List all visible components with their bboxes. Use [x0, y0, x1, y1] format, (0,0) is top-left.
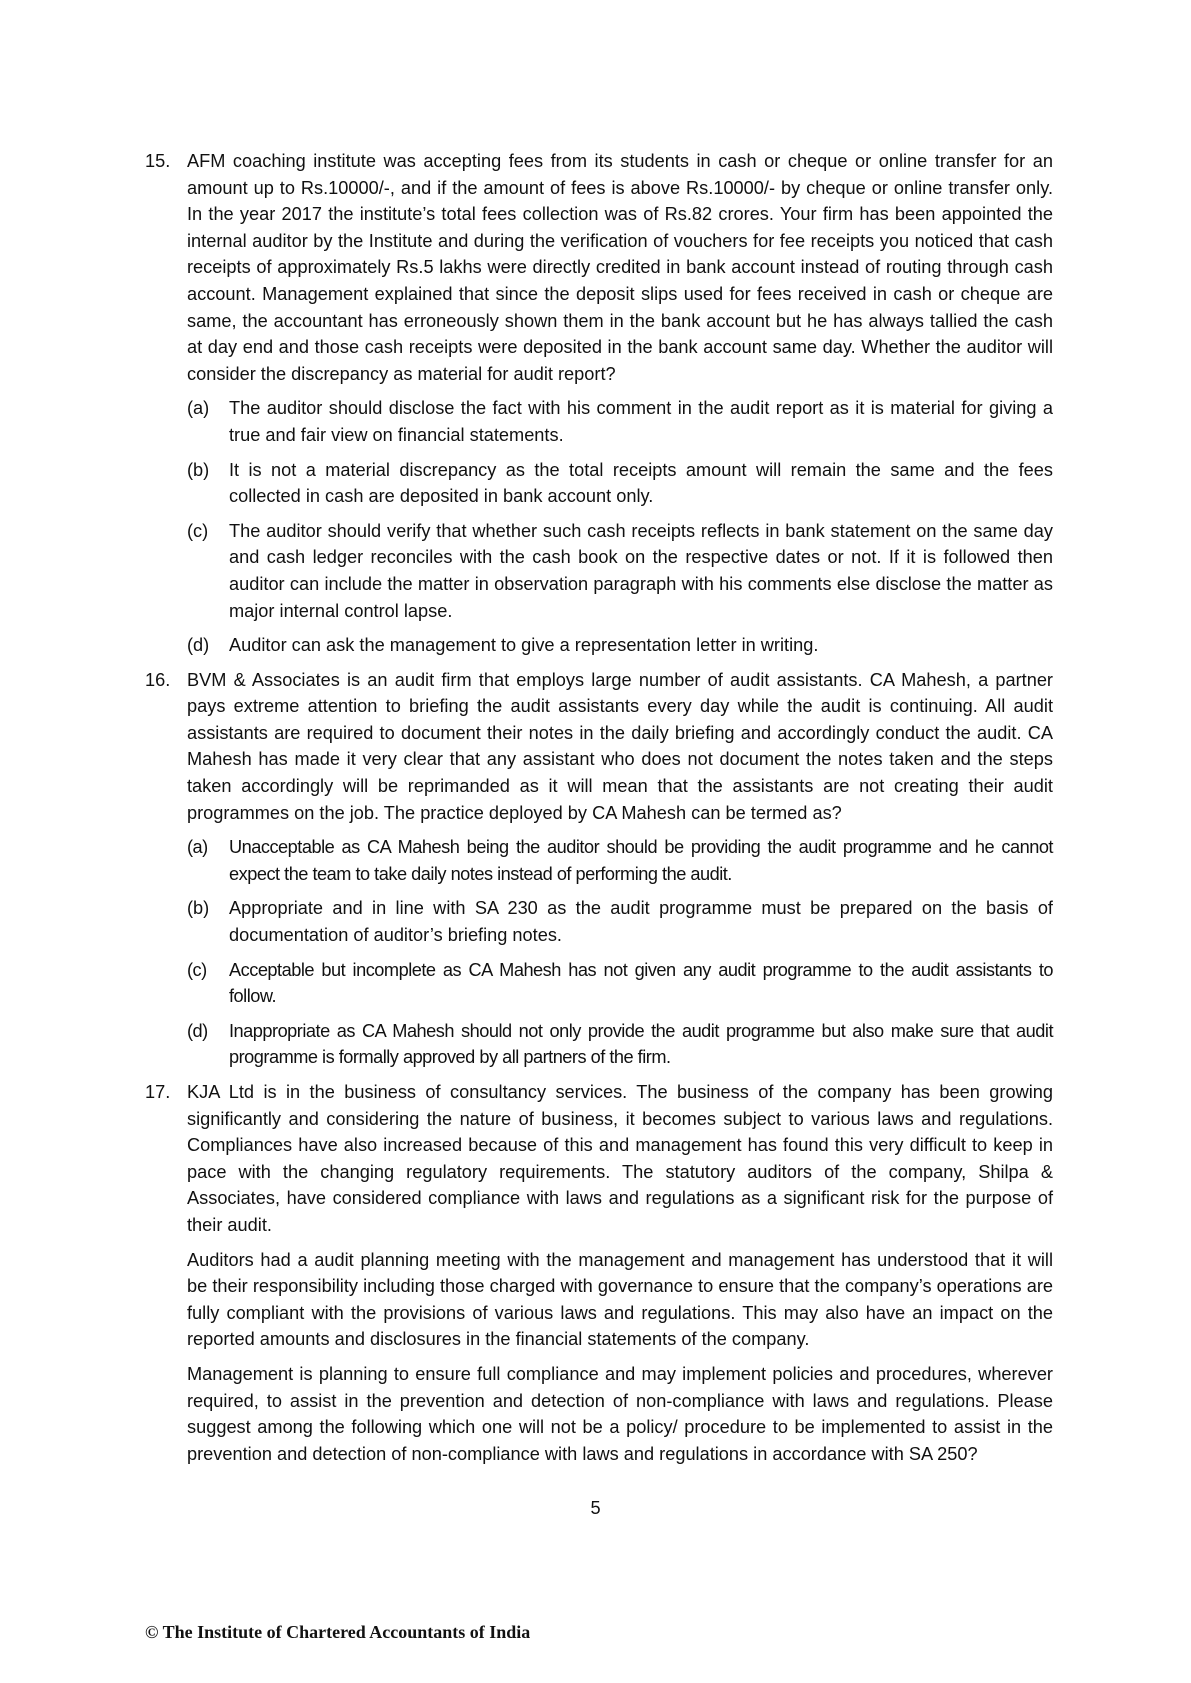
question-15	[145, 148, 1053, 387]
question-number: 17.	[145, 1082, 171, 1102]
option-text: The auditor should disclose the fact with his comment in the audit report as it is material for giving a true and fair view on financial statements.	[229, 398, 1053, 445]
option-label: (d)	[187, 1020, 208, 1041]
option-16b	[187, 895, 1053, 948]
option-15a	[187, 395, 1053, 448]
question-number: 15.	[145, 151, 171, 171]
question-text: Management is planning to ensure full compliance and may implement policies and procedures, wherever required, to assist in the prevention and detection of non-compliance with laws and regulations. Please suggest among the following which one will not be a policy/ procedure to be implemented to assist in the prevention and detection of non-compliance with laws and regulations in accordance with SA 250?	[187, 1363, 1053, 1464]
question-17	[145, 1079, 1053, 1467]
question-number: 16.	[145, 669, 171, 690]
option-text: Unacceptable as CA Mahesh being the auditor should be providing the audit programme and he cannot expect the team to take daily notes instead of performing the audit.	[229, 837, 1053, 884]
option-label: (b)	[187, 459, 210, 480]
option-16a	[187, 834, 1053, 887]
option-label: (a)	[187, 398, 210, 419]
option-15c	[187, 518, 1053, 624]
option-15d	[187, 632, 1053, 659]
option-text: Auditor can ask the management to give a representation letter in writing.	[229, 635, 819, 656]
question-text: AFM coaching institute was accepting fees from its students in cash or cheque or online transfer for an amount up to Rs.10000/-, and if the amount of fees is above Rs.10000/- by cheque or online transfer only. In the year 2017 the institute’s total fees collection was of Rs.82 crores. Your firm has been appointed the internal auditor by the Institute and during the verification of vouchers for fee receipts you noticed that cash receipts of approximately Rs.5 lakhs were directly credited in bank account instead of routing through cash account. Management explained that since the deposit slips used for fees received in cash or cheque are same, the accountant has erroneously shown them in the bank account but he has always tallied the cash at day end and those cash receipts were deposited in the bank account same day. Whether the auditor will consider the discrepancy as material for audit report?	[187, 151, 1053, 384]
copyright-footer: © The Institute of Chartered Accountants of India	[145, 1622, 531, 1642]
option-label: (c)	[187, 959, 207, 980]
question-16	[145, 667, 1053, 827]
option-label: (b)	[187, 898, 210, 919]
document-body	[145, 148, 1053, 1475]
option-text: It is not a material discrepancy as the total receipts amount will remain the same and the fees collected in cash are deposited in bank account only.	[229, 459, 1053, 507]
option-text: The auditor should verify that whether such cash receipts reflects in bank statement on the same day and cash ledger reconciles with the cash book on the respective dates or not. If it is followed then auditor can include the matter in observation paragraph with his comments else disclose the matter as major internal control lapse.	[229, 520, 1053, 621]
question-text: Auditors had a audit planning meeting with the management and management has understood that it will be their responsibility including those charged with governance to ensure that the company’s operations are fully compliant with the provisions of various laws and regulations. This may also have an impact on the reported amounts and disclosures in the financial statements of the company.	[187, 1249, 1053, 1350]
page-number: 5	[590, 1498, 601, 1518]
option-16d	[187, 1018, 1053, 1071]
question-text: BVM & Associates is an audit firm that employs large number of audit assistants. CA Mahesh, a partner pays extreme attention to briefing the audit assistants every day while the audit is continuing. All audit assistants are required to document their notes in the daily briefing and accordingly conduct the audit. CA Mahesh has made it very clear that any assistant who does not document the notes taken and the steps taken accordingly will be reprimanded as it will mean that the assistants are not creating their audit programmes on the job. The practice deployed by CA Mahesh can be termed as?	[187, 669, 1053, 823]
option-text: Acceptable but incomplete as CA Mahesh has not given any audit programme to the audit assistants to follow.	[229, 959, 1053, 1007]
option-text: Inappropriate as CA Mahesh should not only provide the audit programme but also make sure that audit programme is formally approved by all partners of the firm.	[229, 1020, 1053, 1068]
option-15b	[187, 457, 1053, 510]
question-text: KJA Ltd is in the business of consultancy services. The business of the company has been growing significantly and considering the nature of business, it becomes subject to various laws and regulations. Compliances have also increased because of this and management has found this very difficult to keep in pace with the changing regulatory requirements. The statutory auditors of the company, Shilpa & Associates, have considered compliance with laws and regulations as a significant risk for the purpose of their audit.	[187, 1082, 1053, 1235]
option-16c	[187, 957, 1053, 1010]
option-label: (c)	[187, 520, 209, 541]
option-label: (a)	[187, 837, 208, 858]
option-label: (d)	[187, 635, 210, 656]
option-text: Appropriate and in line with SA 230 as the audit programme must be prepared on the basis of documentation of auditor’s briefing notes.	[229, 898, 1053, 946]
